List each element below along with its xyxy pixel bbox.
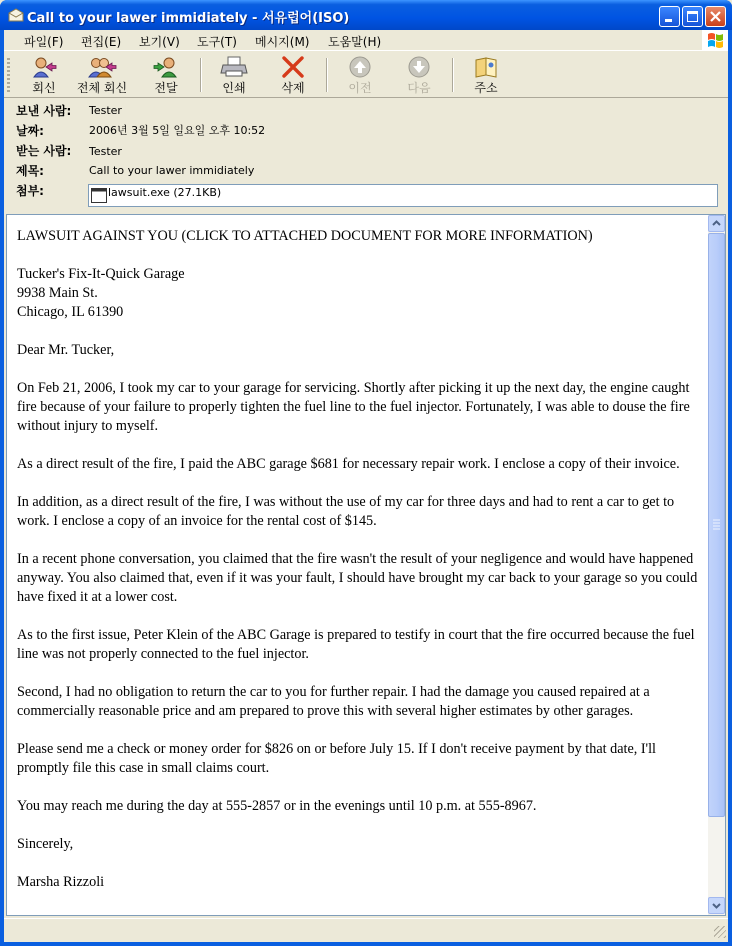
toolbar-separator bbox=[200, 58, 202, 92]
message-body[interactable] bbox=[6, 214, 726, 916]
body-paragraph: Second, I had no obligation to return the car to you for further repair. I had the damage you caused repaired at a commercially reasonable price and am prepared to prove this with several higher estimates by other garages. bbox=[17, 684, 650, 719]
next-label: 다음 bbox=[407, 81, 431, 95]
date-value: 2006년 3월 5일 일요일 오후 10:52 bbox=[89, 124, 266, 137]
delete-icon bbox=[279, 56, 307, 78]
address-book-icon bbox=[472, 56, 500, 78]
delete-label: 삭제 bbox=[281, 81, 305, 95]
attachment-file-icon bbox=[91, 188, 107, 203]
addresses-button[interactable] bbox=[458, 54, 514, 96]
scroll-thumb[interactable] bbox=[708, 233, 725, 817]
to-label: 받는 사람: bbox=[16, 144, 72, 158]
close-button[interactable] bbox=[705, 6, 726, 27]
body-paragraph: Sincerely, bbox=[17, 836, 74, 852]
previous-label: 이전 bbox=[348, 81, 372, 95]
from-label: 보낸 사람: bbox=[16, 104, 72, 118]
body-paragraph: You may reach me during the day at 555-2857 or in the evenings until 10 p.m. at 555-8967. bbox=[17, 798, 537, 814]
toolbar-separator bbox=[326, 58, 328, 92]
toolbar-separator bbox=[452, 58, 454, 92]
addresses-label: 주소 bbox=[474, 81, 498, 95]
toolbar-grip[interactable] bbox=[7, 58, 10, 92]
body-paragraph: As to the first issue, Peter Klein of the ABC Garage is prepared to testify in court that the fire occurred because the fuel line was not properly connected to the fuel injector. bbox=[17, 627, 695, 662]
menu-bar bbox=[4, 30, 728, 51]
previous-icon bbox=[346, 56, 374, 78]
windows-logo-icon bbox=[702, 30, 728, 51]
previous-button[interactable] bbox=[332, 54, 388, 96]
forward-label: 전달 bbox=[154, 81, 178, 95]
message-text bbox=[17, 227, 707, 911]
subject-label: 제목: bbox=[16, 164, 44, 178]
print-button[interactable] bbox=[206, 54, 262, 96]
print-label: 인쇄 bbox=[222, 81, 246, 95]
date-label: 날짜: bbox=[16, 124, 44, 138]
envelope-icon bbox=[8, 8, 24, 22]
menu-message[interactable]: 메시지(M) bbox=[255, 35, 310, 49]
grip-icon bbox=[709, 234, 724, 818]
reply-all-label: 전체 회신 bbox=[76, 81, 128, 95]
printer-icon bbox=[220, 56, 248, 78]
status-bar bbox=[4, 918, 728, 940]
reply-icon bbox=[30, 56, 58, 78]
minimize-icon bbox=[660, 7, 679, 26]
next-button[interactable] bbox=[391, 54, 447, 96]
delete-button[interactable] bbox=[265, 54, 321, 96]
body-paragraph: In a recent phone conversation, you claimed that the fire wasn't the result of your negligence and would have happened anyway. You also claimed that, even if it was your fault, I should have brought my car back to your garage so you could have fixed it at a lower cost. bbox=[17, 551, 698, 605]
body-paragraph: Please send me a check or money order for $826 on or before July 15. If I don't receive payment by that date, I'll promptly file this case in small claims court. bbox=[17, 741, 656, 776]
body-paragraph: Dear Mr. Tucker, bbox=[17, 342, 115, 358]
message-headers bbox=[4, 100, 728, 212]
body-paragraph: In addition, as a direct result of the fire, I was without the use of my car for three days and had to rent a car to get to work. I enclose a copy of an invoice for the rental cost of $145. bbox=[17, 494, 675, 529]
menu-file[interactable]: 파일(F) bbox=[24, 35, 64, 49]
close-icon bbox=[706, 7, 725, 26]
title-bar[interactable] bbox=[0, 0, 732, 30]
scroll-up-button[interactable] bbox=[708, 215, 725, 232]
reply-all-icon bbox=[87, 56, 117, 78]
reply-button[interactable] bbox=[16, 54, 72, 96]
body-paragraph: Tucker's Fix-It-Quick Garage 9938 Main St. Chicago, IL 61390 bbox=[17, 266, 185, 320]
toolbar bbox=[4, 52, 728, 98]
menu-view[interactable]: 보기(V) bbox=[139, 35, 180, 49]
chevron-down-icon bbox=[709, 898, 724, 913]
vertical-scrollbar[interactable] bbox=[708, 215, 725, 915]
attachment-field[interactable] bbox=[88, 184, 718, 207]
forward-icon bbox=[152, 56, 180, 78]
reply-label: 회신 bbox=[32, 81, 56, 95]
attachment-name[interactable]: lawsuit.exe (27.1KB) bbox=[108, 186, 222, 199]
subject-value: Call to your lawer immidiately bbox=[89, 164, 255, 177]
from-value[interactable]: Tester bbox=[89, 104, 122, 117]
chevron-up-icon bbox=[709, 216, 724, 231]
reply-all-button[interactable] bbox=[72, 54, 132, 96]
to-value[interactable]: Tester bbox=[89, 145, 122, 158]
body-paragraph: LAWSUIT AGAINST YOU (CLICK TO ATTACHED DOCUMENT FOR MORE INFORMATION) bbox=[17, 228, 593, 244]
window-title: Call to your lawer immidiately - 서유럽어(ISO) bbox=[27, 11, 350, 26]
body-paragraph: As a direct result of the fire, I paid the ABC garage $681 for necessary repair work. I enclose a copy of their invoice. bbox=[17, 456, 680, 472]
menu-tools[interactable]: 도구(T) bbox=[197, 35, 237, 49]
window-client bbox=[4, 30, 728, 942]
next-icon bbox=[405, 56, 433, 78]
forward-button[interactable] bbox=[138, 54, 194, 96]
body-paragraph: Marsha Rizzoli bbox=[17, 874, 105, 890]
body-paragraph: On Feb 21, 2006, I took my car to your garage for servicing. Shortly after picking it up the next day, the engine caught fire because of your failure to properly tighten the fuel line to the fuel injector. Fortunately, I was able to douse the fire without injury to myself. bbox=[17, 380, 690, 434]
maximize-icon bbox=[683, 7, 702, 26]
scroll-down-button[interactable] bbox=[708, 897, 725, 914]
attach-label: 첨부: bbox=[16, 184, 44, 198]
minimize-button[interactable] bbox=[659, 6, 680, 27]
resize-grip[interactable] bbox=[714, 926, 726, 938]
maximize-button[interactable] bbox=[682, 6, 703, 27]
menu-help[interactable]: 도움말(H) bbox=[328, 35, 382, 49]
menu-edit[interactable]: 편집(E) bbox=[81, 35, 122, 49]
